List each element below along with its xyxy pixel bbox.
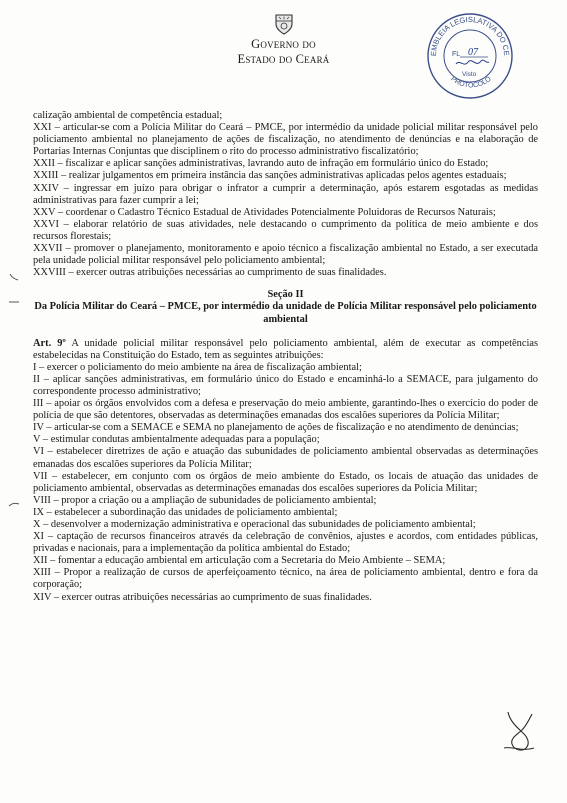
- stamp-fl-label: FL: [452, 51, 461, 58]
- stamp-fl-value: 07: [468, 47, 478, 58]
- state-coat-of-arms-icon: [272, 12, 296, 36]
- attributions-list: [33, 362, 538, 604]
- list-item: XXVII – promover o planejamento, monitoramento e apoio técnico a fiscalização ambiental no Estado, a ser executada pela unidade policial militar responsável pelo policiamento ambiental;: [33, 243, 538, 267]
- list-item: XXVI – elaborar relatório de suas atividades, nele destacando o cumprimento da política de meio ambiente e dos recursos florestais;: [33, 218, 538, 242]
- list-item: XXIV – ingressar em juízo para obrigar o infrator a cumprir a determinação, após estarem esgotadas as medidas administrativas para fazer cumprir a lei;: [33, 182, 538, 206]
- stamp-visto-label: Visto: [462, 71, 477, 78]
- document-body: [33, 110, 538, 604]
- list-item: III – apoiar os órgãos envolvidos com a defesa e preservação do meio ambiente, garantindo-lhes o exercício do poder de polícia de que são detentores, observadas as determinações emanadas dos escalões superiores da Polícia Militar;: [33, 398, 538, 422]
- list-item: XIII – Propor a realização de cursos de aperfeiçoamento técnico, na área de policiamento ambiental, dentro e fora da corporação;: [33, 567, 538, 591]
- continuation-line: calização ambiental de competência estadual;: [33, 110, 223, 121]
- section-heading: [33, 289, 538, 325]
- list-item: XXII – fiscalizar e aplicar sanções administrativas, lavrando auto de infração em formulário único do Estado;: [33, 158, 489, 170]
- list-item: XXV – coordenar o Cadastro Técnico Estadual de Atividades Potencialmente Poluidoras de Recursos Naturais;: [33, 206, 496, 218]
- section-title: Seção II: [267, 289, 304, 301]
- protocol-stamp-seal: [426, 12, 514, 100]
- list-item: XI – captação de recursos financeiros através da celebração de convênios, ajustes e acordos, com entidades públicas, privadas e nacionais, para a implementação da política ambiental do Estado;: [33, 531, 538, 555]
- competencies-list: [33, 122, 538, 279]
- margin-pen-mark-icon: [8, 272, 20, 282]
- margin-pen-mark-icon: [8, 297, 20, 307]
- list-item: II – aplicar sanções administrativas, em formulário único do Estado e encaminhá-lo a SEMACE, para julgamento do correspondente processo administrativo;: [33, 373, 538, 397]
- government-name-line2: Estado do Ceará: [237, 52, 330, 66]
- list-item: VIII – propor a criação ou a ampliação de subunidades de policiamento ambiental;: [33, 494, 377, 506]
- list-item: IV – articular-se com a SEMACE e SEMA no planejamento de ações de fiscalização e no atendimento de denúncias;: [33, 422, 519, 434]
- article-9: [33, 338, 538, 362]
- stamp-ring-top-text: EMBLEIA LEGISLATIVA DO CE: [428, 14, 512, 57]
- list-item: VI – estabelecer diretrizes de ação e atuação das subunidades de policiamento ambiental observadas as determinações emanadas dos escalões superiores da Polícia Militar;: [33, 446, 538, 470]
- list-item: I – exercer o policiamento do meio ambiente na área de fiscalização ambiental;: [33, 361, 362, 373]
- list-item: VII – estabelecer, em conjunto com os órgãos de meio ambiente do Estado, os locais de atuação das unidades de policiamento ambiental, observadas as determinações emanadas dos escalões superiores da Polícia Militar;: [33, 470, 538, 494]
- margin-pen-mark-icon: [8, 500, 20, 510]
- article-label: Art. 9º: [33, 337, 66, 349]
- list-item: V – estimular condutas ambientalmente adequadas para a população;: [33, 434, 320, 446]
- list-item: IX – estabelecer a subordinação das unidades de policiamento ambiental;: [33, 506, 338, 518]
- list-item: XIV – exercer outras atribuições necessárias ao cumprimento de suas finalidades.: [33, 591, 372, 603]
- list-item: XII – fomentar a educação ambiental em articulação com a Secretaria do Meio Ambiente – SEMA;: [33, 555, 446, 567]
- list-item: X – desenvolver a modernização administrativa e operacional das subunidades de policiamento ambiental;: [33, 519, 476, 530]
- handwritten-initials-signature: [500, 708, 536, 754]
- government-name-line1: Governo do: [251, 37, 316, 51]
- protocol-stamp: [426, 12, 514, 100]
- list-item: XXVIII – exercer outras atribuições necessárias ao cumprimento de suas finalidades.: [33, 267, 387, 279]
- list-item: XXIII – realizar julgamentos em primeira instância das sanções administrativas aplicadas pelos agentes estaduais;: [33, 170, 507, 182]
- list-item: XXI – articular-se com a Polícia Militar do Ceará – PMCE, por intermédio da unidade policial militar responsável pelo policiamento ambiental no planejamento de ações de fiscalização, no atendimento de denúncias e na elaboração de Portarias Internas Conjuntas que disciplinem o rito do processo administrativo fiscalizatório;: [33, 122, 538, 158]
- section-subtitle: Da Polícia Militar do Ceará – PMCE, por intermédio da unidade de Polícia Militar responsável pelo policiamento ambiental: [34, 301, 537, 325]
- stamp-handwritten-initials: [456, 60, 489, 64]
- article-text: A unidade policial militar responsável pelo policiamento ambiental, além de executar as competências estabelecidas na Constituição do Estado, tem as seguintes atribuições:: [33, 337, 538, 361]
- stamp-ring-bottom-text: PROTOCOLO: [449, 75, 493, 90]
